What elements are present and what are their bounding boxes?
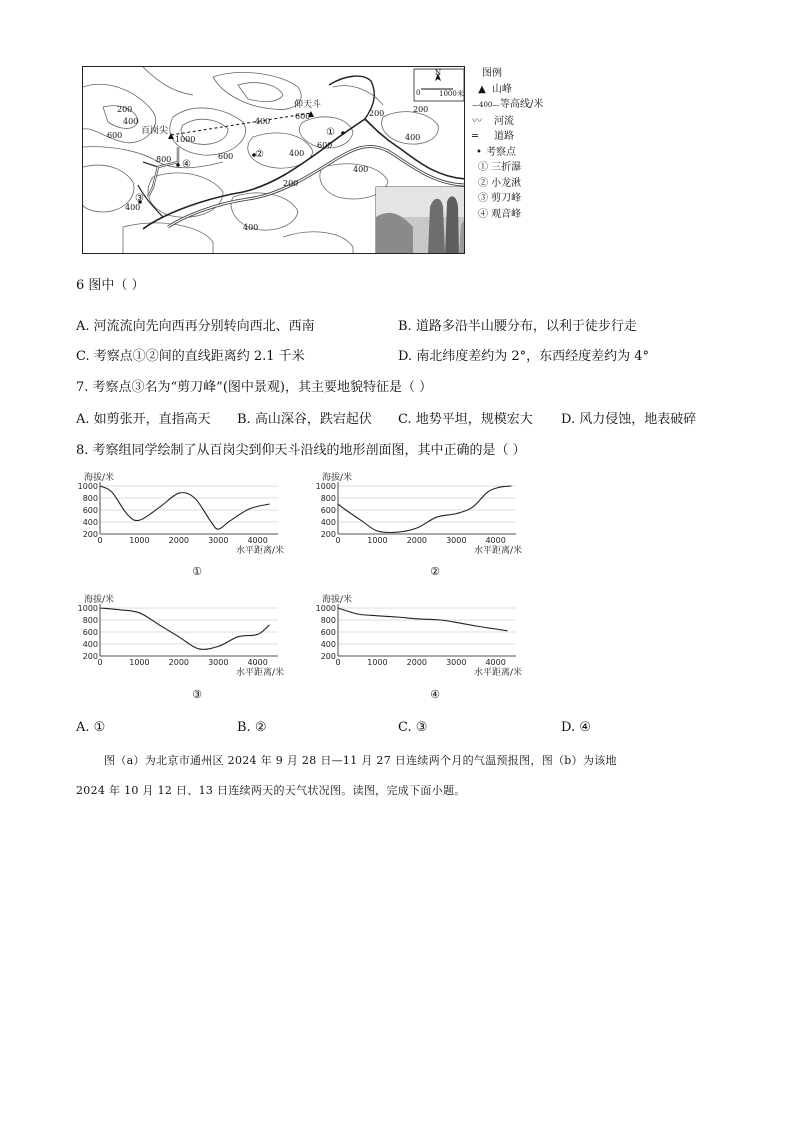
q8-option-b[interactable]: B. ② [237, 720, 267, 735]
x-tick-label: 2000 [168, 536, 190, 545]
contour-label: 400 [289, 149, 305, 158]
profile-line [100, 486, 269, 529]
label-yangtiandou: 仰天斗 [294, 100, 322, 110]
contour-label: 200 [413, 105, 429, 114]
y-tick-label: 200 [82, 530, 98, 539]
legend-contour: —400—等高线/米 [472, 97, 582, 114]
profile-chart-3 [78, 592, 288, 684]
north-label: N [435, 69, 442, 77]
profile-svg [78, 592, 288, 680]
x-tick-label: 2000 [406, 658, 428, 667]
legend-point: • 考察点 [472, 145, 582, 161]
y-axis-label: 海拔/米 [84, 595, 115, 605]
y-tick-label: 800 [82, 494, 98, 503]
contour-label: 600 [295, 112, 311, 121]
legend-point-2: ② 小龙湫 [478, 177, 522, 189]
intro-paragraph-line-1: 图（a）为北京市通州区 2024 年 9 月 28 日—11 月 27 日连续两个月的气温预报图，图（b）为该地 [104, 754, 617, 767]
legend-peak: ▲ 山峰 [472, 82, 582, 98]
y-tick-label: 600 [320, 506, 336, 515]
x-tick-label: 4000 [485, 658, 506, 667]
label-point-1: ① [326, 127, 335, 138]
contour-label: 600 [317, 141, 333, 150]
y-tick-label: 200 [320, 652, 336, 661]
y-tick-label: 600 [320, 628, 336, 637]
q7-option-d[interactable]: D. 风力侵蚀，地表破碎 [561, 412, 697, 427]
x-tick-label: 3000 [446, 536, 467, 545]
profile-caption-3: ③ [192, 688, 202, 701]
y-tick-label: 400 [320, 640, 336, 649]
scale-zero: 0 [416, 89, 421, 97]
profile-line [100, 608, 269, 649]
legend-road: ═ 道路 [472, 129, 582, 145]
contour-label: 400 [405, 133, 421, 142]
contour-label: 200 [117, 105, 133, 114]
contour-label: 600 [107, 131, 123, 140]
y-tick-label: 200 [82, 652, 98, 661]
y-tick-label: 800 [320, 494, 336, 503]
profile-chart-2 [316, 470, 526, 562]
y-tick-label: 400 [320, 518, 336, 527]
x-tick-label: 1000 [367, 658, 388, 667]
q6-option-a[interactable]: A. 河流流向先向西再分别转向西北、西南 [76, 319, 315, 334]
y-tick-label: 1000 [316, 482, 336, 491]
x-tick-label: 4000 [247, 536, 268, 545]
profile-svg [316, 592, 526, 680]
map-legend [472, 66, 582, 222]
contour-label: 400 [125, 203, 141, 212]
y-tick-label: 800 [320, 616, 336, 625]
scale-distance: 1000米 [439, 90, 464, 98]
contour-label: 600 [218, 152, 234, 161]
y-axis-label: 海拔/米 [322, 473, 353, 483]
x-axis-label: 水平距离/米 [235, 546, 284, 556]
x-tick-label: 4000 [247, 658, 268, 667]
peak-baigangjian-icon [168, 133, 174, 139]
intro-paragraph-line-2: 2024 年 10 月 12 日、13 日连续两天的天气状况图。读图，完成下面小题。 [76, 784, 466, 797]
contour-map-drawing [83, 67, 465, 254]
q8-option-c[interactable]: C. ③ [398, 720, 428, 735]
x-tick-label: 1000 [129, 658, 150, 667]
profile-line [338, 486, 511, 533]
contour-label: 400 [123, 117, 139, 126]
dot-icon: • [476, 146, 482, 158]
x-tick-label: 3000 [208, 658, 229, 667]
y-axis-label: 海拔/米 [84, 473, 115, 483]
contour-label: 200 [283, 179, 299, 188]
profile-chart-4 [316, 592, 526, 684]
q6-option-d[interactable]: D. 南北纬度差约为 2°，东西经度差约为 4° [398, 349, 650, 364]
label-point-3: ③ [135, 193, 144, 204]
y-tick-label: 800 [82, 616, 98, 625]
x-tick-label: 2000 [406, 536, 428, 545]
x-tick-label: 0 [335, 536, 341, 545]
x-tick-label: 0 [97, 658, 103, 667]
y-tick-label: 1000 [78, 604, 98, 613]
q7-option-c[interactable]: C. 地势平坦，规模宏大 [398, 412, 533, 427]
profile-caption-2: ② [430, 565, 440, 578]
legend-river: 〰 河流 [472, 114, 582, 130]
x-tick-label: 0 [335, 658, 341, 667]
profile-caption-1: ① [192, 565, 202, 578]
label-point-2: ② [255, 149, 264, 160]
road-line-icon: ═ [472, 131, 479, 142]
profile-svg [316, 470, 526, 558]
y-tick-label: 1000 [78, 482, 98, 491]
y-tick-label: 400 [82, 640, 98, 649]
contour-label: 400 [255, 117, 271, 126]
contour-label: 200 [369, 109, 385, 118]
x-tick-label: 0 [97, 536, 103, 545]
profile-svg [78, 470, 288, 558]
contour-line-icon: —400— [472, 101, 500, 109]
y-axis-label: 海拔/米 [322, 595, 353, 605]
x-tick-label: 4000 [485, 536, 506, 545]
q8-option-a[interactable]: A. ① [76, 720, 106, 735]
y-tick-label: 600 [82, 628, 98, 637]
legend-title: 图例 [482, 68, 502, 79]
q7-option-b[interactable]: B. 高山深谷，跌宕起伏 [237, 412, 372, 427]
y-tick-label: 600 [82, 506, 98, 515]
x-axis-label: 水平距离/米 [235, 668, 284, 678]
x-tick-label: 3000 [446, 658, 467, 667]
contour-label: 400 [243, 223, 259, 232]
legend-point-4: ④ 观音峰 [478, 208, 522, 220]
contour-label: 800 [156, 155, 172, 164]
y-tick-label: 1000 [316, 604, 336, 613]
x-tick-label: 2000 [168, 658, 190, 667]
q7-option-a[interactable]: A. 如剪张开，直指高天 [76, 412, 211, 427]
q6-option-b[interactable]: B. 道路多沿半山腰分布，以利于徒步行走 [398, 319, 637, 334]
contour-label: 1000 [175, 135, 196, 144]
river-line-icon: 〰 [472, 115, 482, 127]
y-tick-label: 200 [320, 530, 336, 539]
legend-point-3: ③ 剪刀峰 [478, 193, 522, 204]
q7-stem: 7. 考察点③名为“剪刀峰”(图中景观)，其主要地貌特征是（ ） [76, 380, 433, 395]
x-tick-label: 1000 [367, 536, 388, 545]
profile-chart-1 [78, 470, 288, 562]
label-baigangjian: 百岗尖 [141, 126, 169, 136]
contour-label: 400 [353, 165, 369, 174]
label-point-4: ④ [182, 159, 191, 170]
triangle-icon: ▲ [478, 83, 486, 95]
q6-option-c[interactable]: C. 考察点①②间的直线距离约 2.1 千米 [76, 349, 305, 364]
x-tick-label: 3000 [208, 536, 229, 545]
profile-caption-4: ④ [430, 688, 440, 701]
q8-option-d[interactable]: D. ④ [561, 720, 591, 735]
x-axis-label: 水平距离/米 [473, 546, 522, 556]
contour-map [82, 66, 465, 254]
q6-stem: 6 图中（ ） [76, 278, 145, 293]
profile-line [338, 608, 507, 631]
x-axis-label: 水平距离/米 [473, 668, 522, 678]
point-1-dot [341, 131, 345, 135]
legend-point-1: ① 三折瀑 [478, 162, 522, 173]
x-tick-label: 1000 [129, 536, 150, 545]
point-4-dot [176, 163, 180, 167]
y-tick-label: 400 [82, 518, 98, 527]
q8-stem: 8. 考察组同学绘制了从百岗尖到仰天斗沿线的地形剖面图，其中正确的是（ ） [76, 443, 526, 458]
